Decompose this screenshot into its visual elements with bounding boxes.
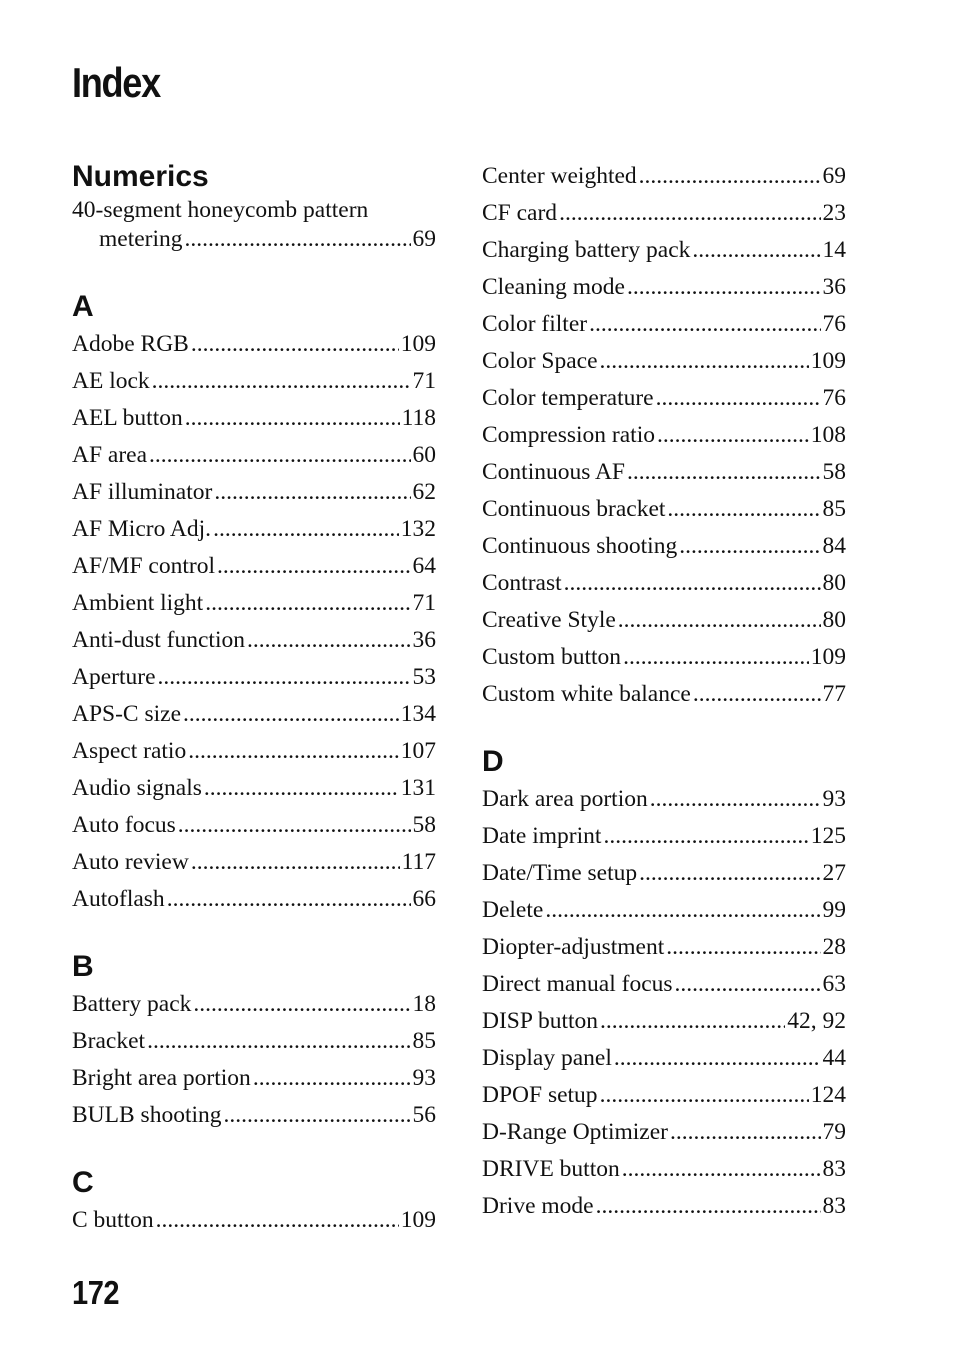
leader-dots: [217, 548, 411, 585]
index-entry-page: 93: [412, 1065, 436, 1091]
index-entry-page: 36: [412, 627, 436, 653]
index-entry: [482, 491, 846, 528]
leader-dots: [247, 622, 411, 659]
leader-dots: [650, 781, 821, 818]
index-entry-term: Cleaning mode: [482, 274, 625, 300]
index-entry-term: Bright area portion: [72, 1065, 251, 1091]
index-entry-term: Drive mode: [482, 1193, 594, 1219]
index-entry-page: 109: [810, 644, 846, 670]
index-entry: [482, 269, 846, 306]
index-entry-page: 60: [412, 442, 436, 468]
index-entry: [72, 400, 436, 437]
index-entry: [482, 565, 846, 602]
leader-dots: [545, 892, 820, 929]
leader-dots: [639, 855, 820, 892]
index-entry-page: 132: [400, 516, 436, 542]
leader-dots: [667, 491, 820, 528]
index-entry-page: 109: [810, 348, 846, 374]
index-entry-page: 85: [412, 1028, 436, 1054]
leader-dots: [158, 659, 411, 696]
index-entry: [482, 1040, 846, 1077]
leader-dots: [188, 733, 399, 770]
leader-dots: [622, 1151, 821, 1188]
leader-dots: [191, 326, 399, 363]
index-entry: [482, 966, 846, 1003]
index-entry: [72, 986, 436, 1023]
index-entry-page: 83: [822, 1156, 846, 1182]
index-entry: [72, 196, 436, 254]
index-entry: [72, 326, 436, 363]
index-entry-term: BULB shooting: [72, 1102, 222, 1128]
index-entry-page: 109: [400, 1207, 436, 1233]
section-heading-c: C: [72, 1166, 94, 1199]
index-entry-term: Date/Time setup: [482, 860, 638, 886]
leader-dots: [147, 1023, 410, 1060]
index-entry: [72, 1023, 436, 1060]
index-entry-page: 79: [822, 1119, 846, 1145]
index-entry-term: Color temperature: [482, 385, 654, 411]
index-entry-term: Diopter-adjustment: [482, 934, 665, 960]
leader-dots: [675, 966, 821, 1003]
leader-dots: [167, 881, 411, 918]
index-entry-page: 56: [412, 1102, 436, 1128]
index-entry-term: AF/MF control: [72, 553, 215, 579]
index-entry-page: 77: [822, 681, 846, 707]
index-entry: [482, 1188, 846, 1225]
index-entry-term: Custom button: [482, 644, 622, 670]
leader-dots: [600, 1077, 809, 1114]
leader-dots: [253, 1060, 411, 1097]
index-entry-page: 124: [810, 1082, 846, 1108]
index-entry-term: metering: [99, 226, 183, 252]
index-entry-term: Color filter: [482, 311, 588, 337]
index-entry: [72, 659, 436, 696]
leader-dots: [692, 232, 820, 269]
index-entry: [72, 437, 436, 474]
index-entry-page: 36: [822, 274, 846, 300]
leader-dots: [666, 929, 820, 966]
index-entry-term: Auto review: [72, 849, 189, 875]
entry-list-a: [72, 326, 436, 918]
index-entry: [482, 1077, 846, 1114]
leader-dots: [559, 195, 820, 232]
section-d: [482, 743, 846, 1225]
index-entry-page: 71: [412, 368, 436, 394]
leader-dots: [178, 807, 411, 844]
index-column-right: [482, 158, 846, 1225]
index-entry-term: Creative Style: [482, 607, 616, 633]
index-entry: [482, 380, 846, 417]
section-heading-d: D: [482, 745, 504, 778]
leader-dots: [589, 306, 820, 343]
leader-dots: [564, 565, 821, 602]
entry-list-b: [72, 986, 436, 1134]
page-number: 172: [72, 1274, 120, 1311]
index-entry-term: Date imprint: [482, 823, 602, 849]
index-entry-page: 118: [401, 405, 436, 431]
index-entry: [482, 343, 846, 380]
leader-dots: [623, 639, 809, 676]
index-entry-term: Aspect ratio: [72, 738, 187, 764]
index-entry-term: AF Micro Adj.: [72, 516, 212, 542]
leader-dots: [679, 528, 820, 565]
index-entry-page: 14: [822, 237, 846, 263]
index-entry-page: 134: [400, 701, 436, 727]
leader-dots: [627, 269, 821, 306]
entry-list-d: [482, 781, 846, 1225]
index-entry-page: 85: [822, 496, 846, 522]
index-entry: [72, 844, 436, 881]
leader-dots: [670, 1114, 821, 1151]
leader-dots: [614, 1040, 821, 1077]
index-column-left: [72, 158, 436, 1239]
index-entry-term: Adobe RGB: [72, 331, 189, 357]
index-entry-page: 69: [412, 226, 436, 252]
leader-dots: [600, 343, 809, 380]
index-entry: [72, 881, 436, 918]
index-entry: [72, 807, 436, 844]
leader-dots: [213, 511, 399, 548]
leader-dots: [191, 844, 400, 881]
index-entry-term: C button: [72, 1207, 154, 1233]
page-title: Index: [72, 59, 160, 106]
index-entry-term: Dark area portion: [482, 786, 648, 812]
leader-dots: [618, 602, 821, 639]
index-entry: [72, 733, 436, 770]
index-entry-page: 18: [412, 991, 436, 1017]
leader-dots: [627, 454, 821, 491]
index-entry-term: AF illuminator: [72, 479, 213, 505]
leader-dots: [185, 225, 411, 254]
index-entry-term: Continuous AF: [482, 459, 625, 485]
index-entry-term: Contrast: [482, 570, 562, 596]
leader-dots: [656, 380, 821, 417]
index-entry-term: Compression ratio: [482, 422, 655, 448]
index-entry: [482, 528, 846, 565]
index-entry: [482, 602, 846, 639]
index-entry-term: AE lock: [72, 368, 150, 394]
index-entry-page: 80: [822, 607, 846, 633]
index-entry-term: Display panel: [482, 1045, 612, 1071]
index-entry-page: 131: [400, 775, 436, 801]
index-entry-term: Continuous bracket: [482, 496, 666, 522]
leader-dots: [639, 158, 821, 195]
leader-dots: [603, 818, 808, 855]
index-entry: [482, 306, 846, 343]
index-entry-page: 109: [400, 331, 436, 357]
index-entry: [482, 1151, 846, 1188]
leader-dots: [156, 1202, 399, 1239]
index-entry: [482, 639, 846, 676]
index-entry: [72, 548, 436, 585]
index-entry-term: Color Space: [482, 348, 598, 374]
index-entry-term: Ambient light: [72, 590, 204, 616]
section-c: [72, 1164, 436, 1239]
index-entry: [482, 855, 846, 892]
index-entry-page: 62: [412, 479, 436, 505]
index-entry-term: CF card: [482, 200, 558, 226]
index-entry: [482, 1003, 846, 1040]
index-entry-page: 93: [822, 786, 846, 812]
index-entry: [72, 1097, 436, 1134]
index-entry-term: DPOF setup: [482, 1082, 598, 1108]
index-entry-page: 107: [400, 738, 436, 764]
index-entry-page: 117: [401, 849, 436, 875]
section-numerics: [72, 158, 436, 254]
index-entry-term: Bracket: [72, 1028, 146, 1054]
index-entry-term: Center weighted: [482, 163, 637, 189]
index-entry: [72, 1202, 436, 1239]
index-entry-page: 108: [810, 422, 846, 448]
section-b: [72, 948, 436, 1134]
index-entry-page: 63: [822, 971, 846, 997]
index-entry-page: 71: [412, 590, 436, 616]
index-entry-page: 80: [822, 570, 846, 596]
section-heading-b: B: [72, 950, 94, 983]
leader-dots: [204, 770, 399, 807]
leader-dots: [193, 986, 410, 1023]
index-entry: [482, 781, 846, 818]
index-entry-term: Battery pack: [72, 991, 192, 1017]
index-entry: [482, 417, 846, 454]
index-entry-page: 69: [822, 163, 846, 189]
index-entry: [72, 585, 436, 622]
index-entry-page: 76: [822, 311, 846, 337]
index-entry: [482, 158, 846, 195]
section-c-continued: [482, 158, 846, 713]
index-entry-term: Custom white balance: [482, 681, 691, 707]
index-entry: [482, 892, 846, 929]
index-entry: [482, 195, 846, 232]
leader-dots: [185, 400, 400, 437]
index-entry: [482, 676, 846, 713]
index-entry: [482, 929, 846, 966]
index-entry: [482, 454, 846, 491]
entry-list-c: [72, 1202, 436, 1239]
index-entry-term: AF area: [72, 442, 148, 468]
index-entry-page: 23: [822, 200, 846, 226]
leader-dots: [149, 437, 410, 474]
index-entry-term: Charging battery pack: [482, 237, 691, 263]
index-entry-page: 99: [822, 897, 846, 923]
index-entry-page: 84: [822, 533, 846, 559]
index-entry-page: 44: [822, 1045, 846, 1071]
index-entry: [482, 818, 846, 855]
index-entry-term: Delete: [482, 897, 544, 923]
index-entry-page: 58: [822, 459, 846, 485]
index-entry: [72, 363, 436, 400]
index-entry: [72, 511, 436, 548]
leader-dots: [657, 417, 809, 454]
section-heading-a: A: [72, 290, 94, 323]
leader-dots: [214, 474, 410, 511]
index-entry-term: Auto focus: [72, 812, 176, 838]
leader-dots: [152, 363, 411, 400]
index-entry: [72, 622, 436, 659]
index-entry-page: 42, 92: [787, 1008, 846, 1034]
index-entry-term: Audio signals: [72, 775, 202, 801]
index-entry-term: DRIVE button: [482, 1156, 620, 1182]
index-entry: [72, 770, 436, 807]
index-entry: [482, 232, 846, 269]
index-entry-page: 125: [810, 823, 846, 849]
index-entry-page: 27: [822, 860, 846, 886]
index-entry-term: D-Range Optimizer: [482, 1119, 668, 1145]
index-entry: [72, 474, 436, 511]
section-heading-numerics: Numerics: [72, 160, 209, 193]
leader-dots: [600, 1003, 785, 1040]
section-a: [72, 288, 436, 918]
index-entry: [482, 1114, 846, 1151]
leader-dots: [183, 696, 399, 733]
index-entry-term: Aperture: [72, 664, 156, 690]
index-entry-page: 53: [412, 664, 436, 690]
index-entry-term: Direct manual focus: [482, 971, 673, 997]
index-entry-page: 58: [412, 812, 436, 838]
leader-dots: [693, 676, 821, 713]
index-entry-term: Anti-dust function: [72, 627, 245, 653]
entry-list-c-continued: [482, 158, 846, 713]
leader-dots: [596, 1188, 821, 1225]
index-entry-page: 28: [822, 934, 846, 960]
index-entry-term: DISP button: [482, 1008, 598, 1034]
index-entry: [72, 696, 436, 733]
index-entry: [72, 1060, 436, 1097]
index-entry-term: Continuous shooting: [482, 533, 678, 559]
index-entry-page: 66: [412, 886, 436, 912]
leader-dots: [224, 1097, 411, 1134]
index-entry-term: APS-C size: [72, 701, 182, 727]
index-entry-page: 83: [822, 1193, 846, 1219]
index-entry-page: 64: [412, 553, 436, 579]
index-entry-page: 76: [822, 385, 846, 411]
index-entry-term: AEL button: [72, 405, 183, 431]
index-entry-term: Autoflash: [72, 886, 165, 912]
index-entry-term-line1: 40-segment honeycomb pattern: [72, 197, 369, 223]
leader-dots: [205, 585, 410, 622]
